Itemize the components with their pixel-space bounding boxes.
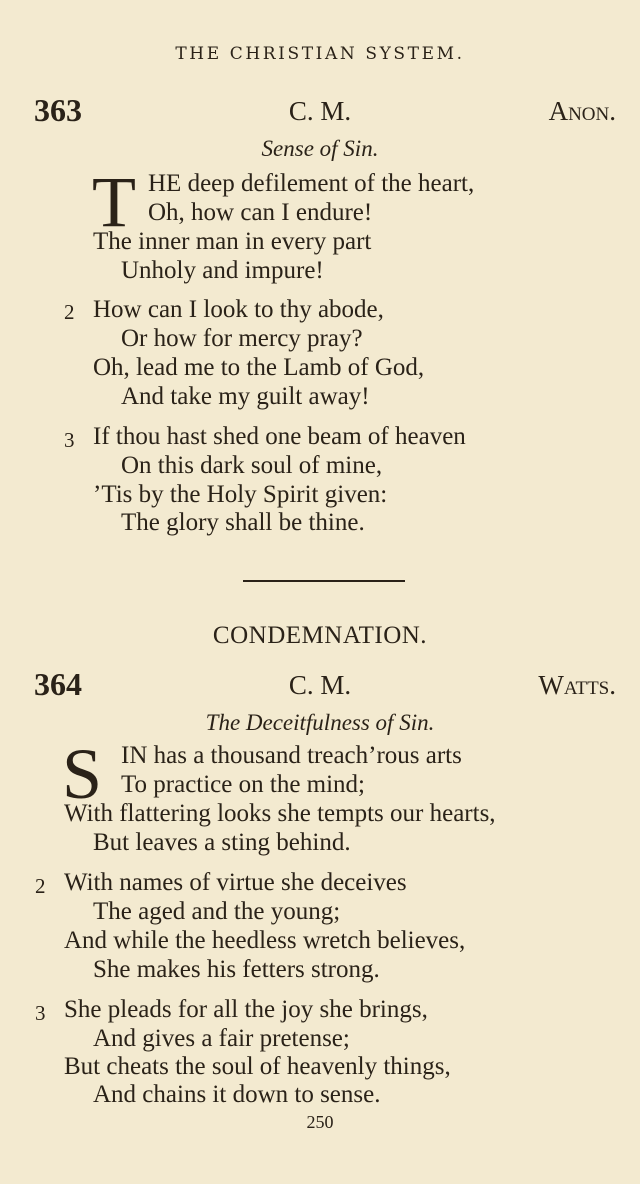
hymn-364-s2-line-2: The aged and the young; — [93, 898, 341, 925]
hymn-364-stanza-2-number: 2 — [35, 874, 46, 898]
hymn-363-subtitle: Sense of Sin. — [261, 136, 379, 161]
hymn-363-stanza-3-number: 3 — [64, 428, 75, 452]
hymn-364-s3-line-2: And gives a fair pretense; — [93, 1025, 350, 1052]
hymn-364-header — [0, 666, 640, 706]
hymn-363-s2-line-4: And take my guilt away! — [121, 383, 370, 410]
hymn-363-s1-line-3: The inner man in every part — [93, 228, 372, 255]
hymn-363-s2-line-2: Or how for mercy pray? — [121, 325, 363, 352]
hymn-363-s3-line-3: ’Tis by the Holy Spirit given: — [93, 481, 388, 508]
hymn-364-s3-line-1: She pleads for all the joy she brings, — [64, 996, 428, 1023]
hymn-364-s2-line-1: With names of virtue she deceives — [64, 869, 407, 896]
hymn-364-s3-line-4: And chains it down to sense. — [93, 1081, 381, 1108]
hymn-363-stanza-2-number: 2 — [64, 300, 75, 324]
hymn-364-s1-line-3: With flattering looks she tempts our hearts, — [64, 800, 496, 827]
hymn-364-s1-line-1: IN has a thousand treach’rous arts — [121, 742, 462, 769]
section-title: CONDEMNATION. — [212, 622, 428, 649]
hymn-364-author: Watts. — [538, 670, 616, 700]
hymn-363-author: Anon. — [548, 96, 616, 126]
hymn-364-s1-line-2: To practice on the mind; — [121, 771, 366, 798]
hymn-363-s1-line-4: Unholy and impure! — [121, 257, 324, 284]
hymn-363-s2-line-3: Oh, lead me to the Lamb of God, — [93, 354, 425, 381]
hymn-363-s3-line-1: If thou hast shed one beam of heaven — [93, 423, 466, 450]
hymn-364-number: 364 — [34, 666, 82, 702]
hymn-364-s2-line-4: She makes his fetters strong. — [93, 956, 380, 983]
running-head: THE CHRISTIAN SYSTEM. — [175, 44, 465, 64]
hymn-363-drop-cap: T — [92, 162, 136, 242]
hymn-364-s2-line-3: And while the heedless wretch believes, — [64, 927, 466, 954]
page-number: 250 — [306, 1112, 334, 1132]
hymn-363-header — [0, 92, 640, 132]
hymn-363-s1-line-2: Oh, how can I endure! — [148, 199, 373, 226]
hymn-364-subtitle: The Deceitfulness of Sin. — [205, 710, 435, 735]
hymn-363-meter: C. M. — [288, 96, 352, 126]
hymn-363-s2-line-1: How can I look to thy abode, — [93, 296, 384, 323]
section-divider — [243, 580, 405, 582]
hymn-364-s3-line-3: But cheats the soul of heavenly things, — [64, 1053, 451, 1080]
hymn-363-s3-line-2: On this dark soul of mine, — [121, 452, 383, 479]
hymn-363-s3-line-4: The glory shall be thine. — [121, 509, 365, 536]
hymn-363-number: 363 — [34, 92, 82, 128]
hymn-364-stanza-3-number: 3 — [35, 1001, 46, 1025]
hymn-364-drop-cap: S — [62, 734, 103, 814]
hymn-364-s1-line-4: But leaves a sting behind. — [93, 829, 351, 856]
hymn-363-s1-line-1: HE deep defilement of the heart, — [148, 170, 475, 197]
hymn-364-meter: C. M. — [288, 670, 352, 700]
